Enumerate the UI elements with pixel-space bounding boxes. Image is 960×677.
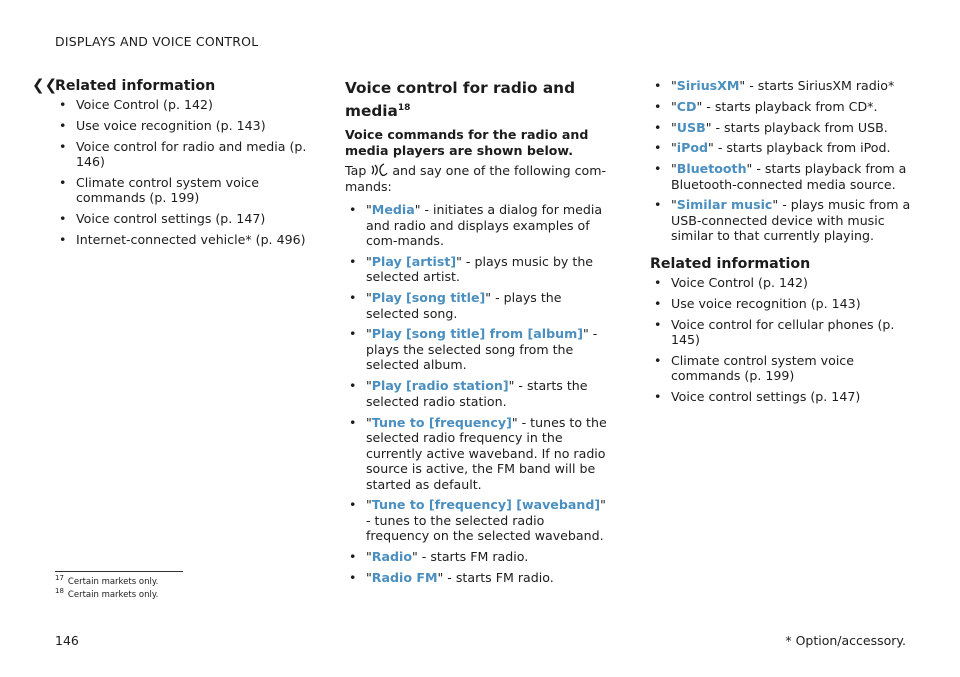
page-title [345,78,610,121]
command-description: - plays music by the selected artist. [366,253,594,285]
command-item: • "Radio FM" - starts FM radio. [345,570,610,586]
command-description: - initiates a dialog for media and radio and displays examples of com-mands. [366,202,603,249]
footnotes [55,574,158,601]
command-item: • "USB" - starts playback from USB. [650,120,915,136]
command-item: • "Bluetooth" - starts playback from a Bluetooth-connected media source. [650,161,915,192]
related-link[interactable]: • Voice control for cellular phones (p. 145) [650,317,915,348]
footnote-number: 18 [55,587,64,596]
column-related-information [55,78,315,253]
footnote [55,574,158,587]
command-description: - tunes to the selected radio frequency in the currently active waveband. If no radio source is active, the FM band will be started as default. [366,414,607,492]
related-links-list [55,97,315,247]
command-item: • "Play [song title]" - plays the selected song. [345,290,610,321]
related-link[interactable]: • Internet-connected vehicle* (p. 496) [55,232,315,248]
double-chevron-left-icon[interactable]: ❮❮ [32,76,58,94]
page-number: 146 [55,633,79,648]
tap-instruction [345,163,610,194]
command-description: - starts FM radio. [417,549,529,565]
command-description: - starts SiriusXM radio* [745,78,895,93]
command-keyword: Radio FM [371,569,438,585]
command-list [345,202,610,585]
related-link[interactable]: • Voice control for radio and media (p. 146) [55,139,315,170]
command-description: - starts playback from USB. [711,119,888,135]
related-link[interactable]: • Climate control system voice commands (p. 199) [650,353,915,384]
intro-text: Voice commands for the radio and media players are shown below. [345,127,589,158]
option-accessory-note: * Option/accessory. [785,633,906,648]
command-item: • "Play [song title] from [album]" - plays the selected song from the selected album. [345,326,610,373]
command-item: • "Tune to [frequency]" - tunes to the selected radio frequency in the currently active waveband. If no radio source is active, the FM band will be started as default. [345,415,610,493]
command-description: - starts FM radio. [443,569,554,585]
related-link[interactable]: • Climate control system voice commands (p. 199) [55,175,315,206]
command-keyword: USB [676,119,706,135]
command-description: - starts playback from a Bluetooth-connected media source. [671,161,907,192]
command-item: • "Play [radio station]" - starts the selected radio station. [345,378,610,409]
command-description: - starts the selected radio station. [366,378,588,409]
command-description: - starts playback from CD*. [702,98,878,114]
title-text: Voice control for radio and media [345,79,576,121]
tap-after-text: and say one of the following com-mands: [345,163,607,194]
command-keyword: iPod [676,140,709,156]
command-keyword: CD [676,98,697,114]
command-keyword: Radio [371,549,412,565]
related-link[interactable]: • Voice Control (p. 142) [650,275,915,291]
footnote-text: Certain markets only. [67,576,159,587]
related-information-heading: Related information [650,255,811,272]
footnote-number: 17 [55,574,64,582]
command-description: - tunes to the selected radio frequency on the selected waveband. [366,512,604,544]
command-keyword: Tune to [frequency] [waveband] [371,497,601,513]
related-information-heading: Related information [55,78,216,94]
command-keyword: Bluetooth [676,161,747,177]
command-item: • "Play [artist]" - plays music by the selected artist. [345,254,610,285]
command-keyword: Play [radio station] [371,378,509,394]
voice-control-icon [370,163,388,177]
section-title: DISPLAYS AND VOICE CONTROL [55,34,259,49]
related-links-list [650,275,915,405]
footnote-text: Certain markets only. [67,590,159,601]
command-item: • "Radio" - starts FM radio. [345,549,610,565]
command-keyword: SiriusXM [676,78,740,93]
footnote-divider [55,571,183,572]
command-keyword: Play [song title] [371,290,486,306]
related-link[interactable]: • Voice Control (p. 142) [55,97,315,113]
command-keyword: Media [371,202,415,218]
command-keyword: Tune to [frequency] [371,414,512,430]
related-link[interactable]: • Voice control settings (p. 147) [650,389,915,405]
footnote [55,587,158,600]
command-item: • "iPod" - starts playback from iPod. [650,140,915,156]
command-description: - plays music from a USB-connected device with music similar to that currently playing. [671,197,911,244]
related-link[interactable]: • Use voice recognition (p. 143) [55,118,315,134]
tap-before-text: Tap [345,163,367,179]
command-item: • "Tune to [frequency] [waveband]" - tunes to the selected radio frequency on the selected waveband. [345,497,610,544]
title-footnote-marker: 18 [397,103,411,113]
command-description: - plays the selected song from the selected album. [366,326,598,373]
command-item: • "SiriusXM" - starts SiriusXM radio* [650,78,915,94]
related-link[interactable]: • Voice control settings (p. 147) [55,211,315,227]
column-more-commands [650,78,915,410]
command-keyword: Play [song title] from [album] [371,326,583,342]
command-description: - starts playback from iPod. [713,140,891,156]
command-keyword: Similar music [676,197,773,213]
command-description: - plays the selected song. [366,290,562,321]
command-item: • "Media" - initiates a dialog for media and radio and displays examples of com-mands. [345,202,610,249]
command-item: • "Similar music" - plays music from a USB-connected device with music similar to that currently playing. [650,197,915,244]
command-list [650,78,915,244]
command-item: • "CD" - starts playback from CD*. [650,99,915,115]
command-keyword: Play [artist] [371,253,457,269]
related-link[interactable]: • Use voice recognition (p. 143) [650,296,915,312]
column-voice-control-radio-media [345,78,610,591]
